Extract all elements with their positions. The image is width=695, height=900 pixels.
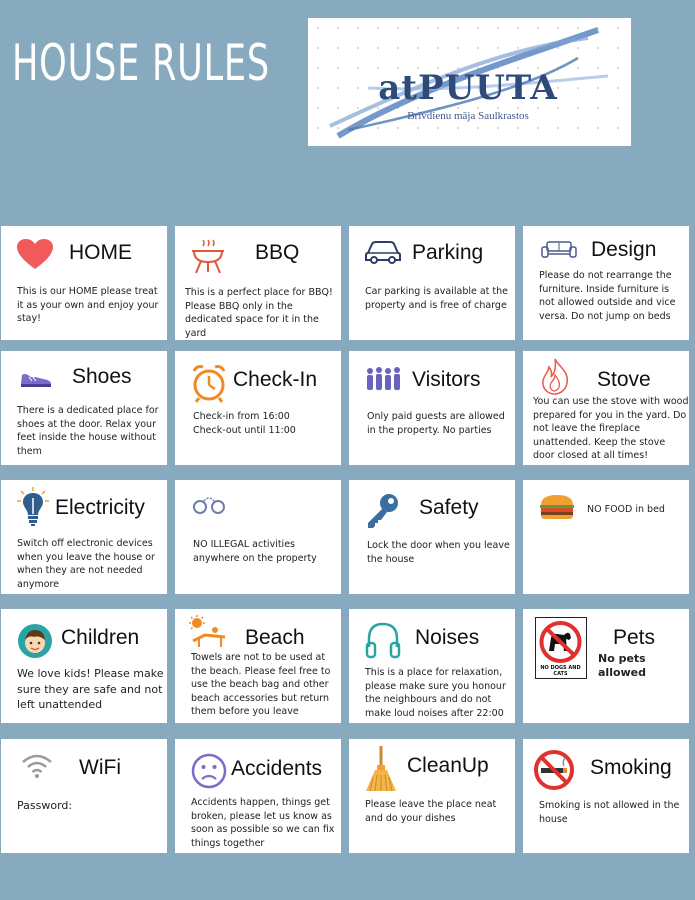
- card-text: Only paid guests are allowed in the property. No parties: [367, 411, 505, 436]
- card-text: Switch off electronic devices when you leave the house or when they are not needed anymore: [17, 538, 155, 590]
- rule-card-checkin: [175, 351, 341, 465]
- card-text: Accidents happen, things get broken, please let us know as soon as possible so we can fix things together: [191, 797, 335, 849]
- card-text: We love kids! Please make sure they are safe and not left unattended: [17, 667, 164, 711]
- card-title: Parking: [412, 241, 484, 264]
- car-icon: [365, 240, 401, 264]
- card-title: WiFi: [79, 756, 121, 779]
- card-title: Check-In: [233, 368, 318, 391]
- card-title: Design: [591, 238, 657, 261]
- rule-card-visitors: [349, 351, 515, 465]
- heart-icon: [17, 239, 53, 271]
- no-pets-icon: [535, 617, 587, 679]
- card-title: Visitors: [412, 368, 481, 391]
- rule-card-safety: [349, 480, 515, 594]
- sofa-icon: [541, 240, 577, 260]
- burger-icon: [539, 494, 575, 520]
- card-text: This is our HOME please treat it as your own and enjoy your stay!: [17, 286, 159, 324]
- shoe-icon: [19, 370, 53, 388]
- no-pets-sign-label: NO DOGS AND CATS: [540, 665, 581, 677]
- handcuffs-icon: [191, 495, 227, 515]
- no-pets-sign: [536, 618, 585, 664]
- card-text: Car parking is available at the property and is free of charge: [365, 286, 509, 311]
- grill-icon: [191, 238, 225, 274]
- logo-subtitle: Brīvdienu māja Saulkrastos: [407, 110, 529, 122]
- card-title: HOME: [69, 241, 132, 264]
- card-title: Safety: [419, 496, 479, 519]
- card-text: Password:: [17, 799, 73, 812]
- rule-card-food: [523, 480, 689, 594]
- rule-card-accidents: [175, 739, 341, 853]
- card-text: NO FOOD in bed: [587, 504, 665, 515]
- rule-card-wifi: [1, 739, 167, 853]
- card-text: Please leave the place neat and do your dishes: [365, 799, 497, 824]
- rule-card-electricity: [1, 480, 167, 594]
- card-text: This is a perfect place for BBQ! Please BBQ only in the dedicated space for it in the yard: [185, 287, 333, 339]
- card-text: Please do not rearrange the furniture. Inside furniture is not allowed outside and vice versa. Do not jump on beds: [539, 270, 676, 322]
- card-title: Children: [61, 626, 140, 649]
- card-title: Electricity: [55, 496, 145, 519]
- card-text: Smoking is not allowed in the house: [539, 800, 680, 825]
- card-title: BBQ: [255, 241, 300, 264]
- rule-card-shoes: [1, 351, 167, 465]
- child-icon: [17, 623, 53, 659]
- people-icon: [365, 366, 405, 392]
- rule-card-bbq: [175, 226, 341, 340]
- card-title: Accidents: [231, 757, 323, 780]
- key-icon: [365, 492, 401, 530]
- wifi-icon: [21, 753, 53, 779]
- logo: [308, 18, 631, 146]
- card-title: Beach: [245, 626, 305, 649]
- card-text: This is a place for relaxation, please make sure you honour the neighbours and do not make loud noises after 22:00: [365, 667, 506, 719]
- fire-icon: [539, 357, 571, 395]
- card-title: Noises: [415, 626, 480, 649]
- rule-card-parking: [349, 226, 515, 340]
- rule-card-smoking: [523, 739, 689, 853]
- lightbulb-icon: [15, 486, 51, 528]
- headphones-icon: [365, 621, 401, 659]
- rule-card-cleanup: [349, 739, 515, 853]
- no-smoking-icon: [533, 749, 575, 791]
- alarm-clock-icon: [191, 363, 227, 403]
- card-title: Smoking: [590, 756, 672, 779]
- card-text: You can use the stove with wood prepared for you in the yard. Do not leave the fireplace unattended. Keep the stove door closed at all times!: [533, 396, 689, 461]
- rule-card-noises: [349, 609, 515, 723]
- card-title: Pets: [613, 626, 656, 649]
- rule-card-stove: [523, 351, 689, 465]
- page-title: HOUSE RULES: [12, 34, 270, 92]
- logo-name: atPUUTA: [378, 68, 558, 108]
- card-title: CleanUp: [407, 754, 489, 777]
- card-text: NO ILLEGAL activities anywhere on the property: [193, 539, 317, 564]
- sad-face-icon: [191, 753, 227, 789]
- card-title: Shoes: [72, 365, 132, 388]
- card-text: No pets allowed: [598, 652, 647, 679]
- rule-card-home: [1, 226, 167, 340]
- broom-icon: [363, 745, 399, 793]
- card-text: Check-in from 16:00 Check-out until 11:00: [193, 411, 296, 436]
- rule-card-children: [1, 609, 167, 723]
- rule-card-pets: [523, 609, 689, 723]
- card-text: Lock the door when you leave the house: [367, 540, 510, 565]
- sunbed-icon: [189, 615, 229, 649]
- card-text: Towels are not to be used at the beach. Please feel free to use the beach bag and other beach accessories but return them before you leave: [191, 652, 331, 717]
- card-text: There is a dedicated place for shoes at the door. Relax your feet inside the house without them: [17, 405, 159, 457]
- rule-card-beach: [175, 609, 341, 723]
- rule-card-illegal: [175, 480, 341, 594]
- card-title: Stove: [597, 368, 651, 391]
- rule-card-design: [523, 226, 689, 340]
